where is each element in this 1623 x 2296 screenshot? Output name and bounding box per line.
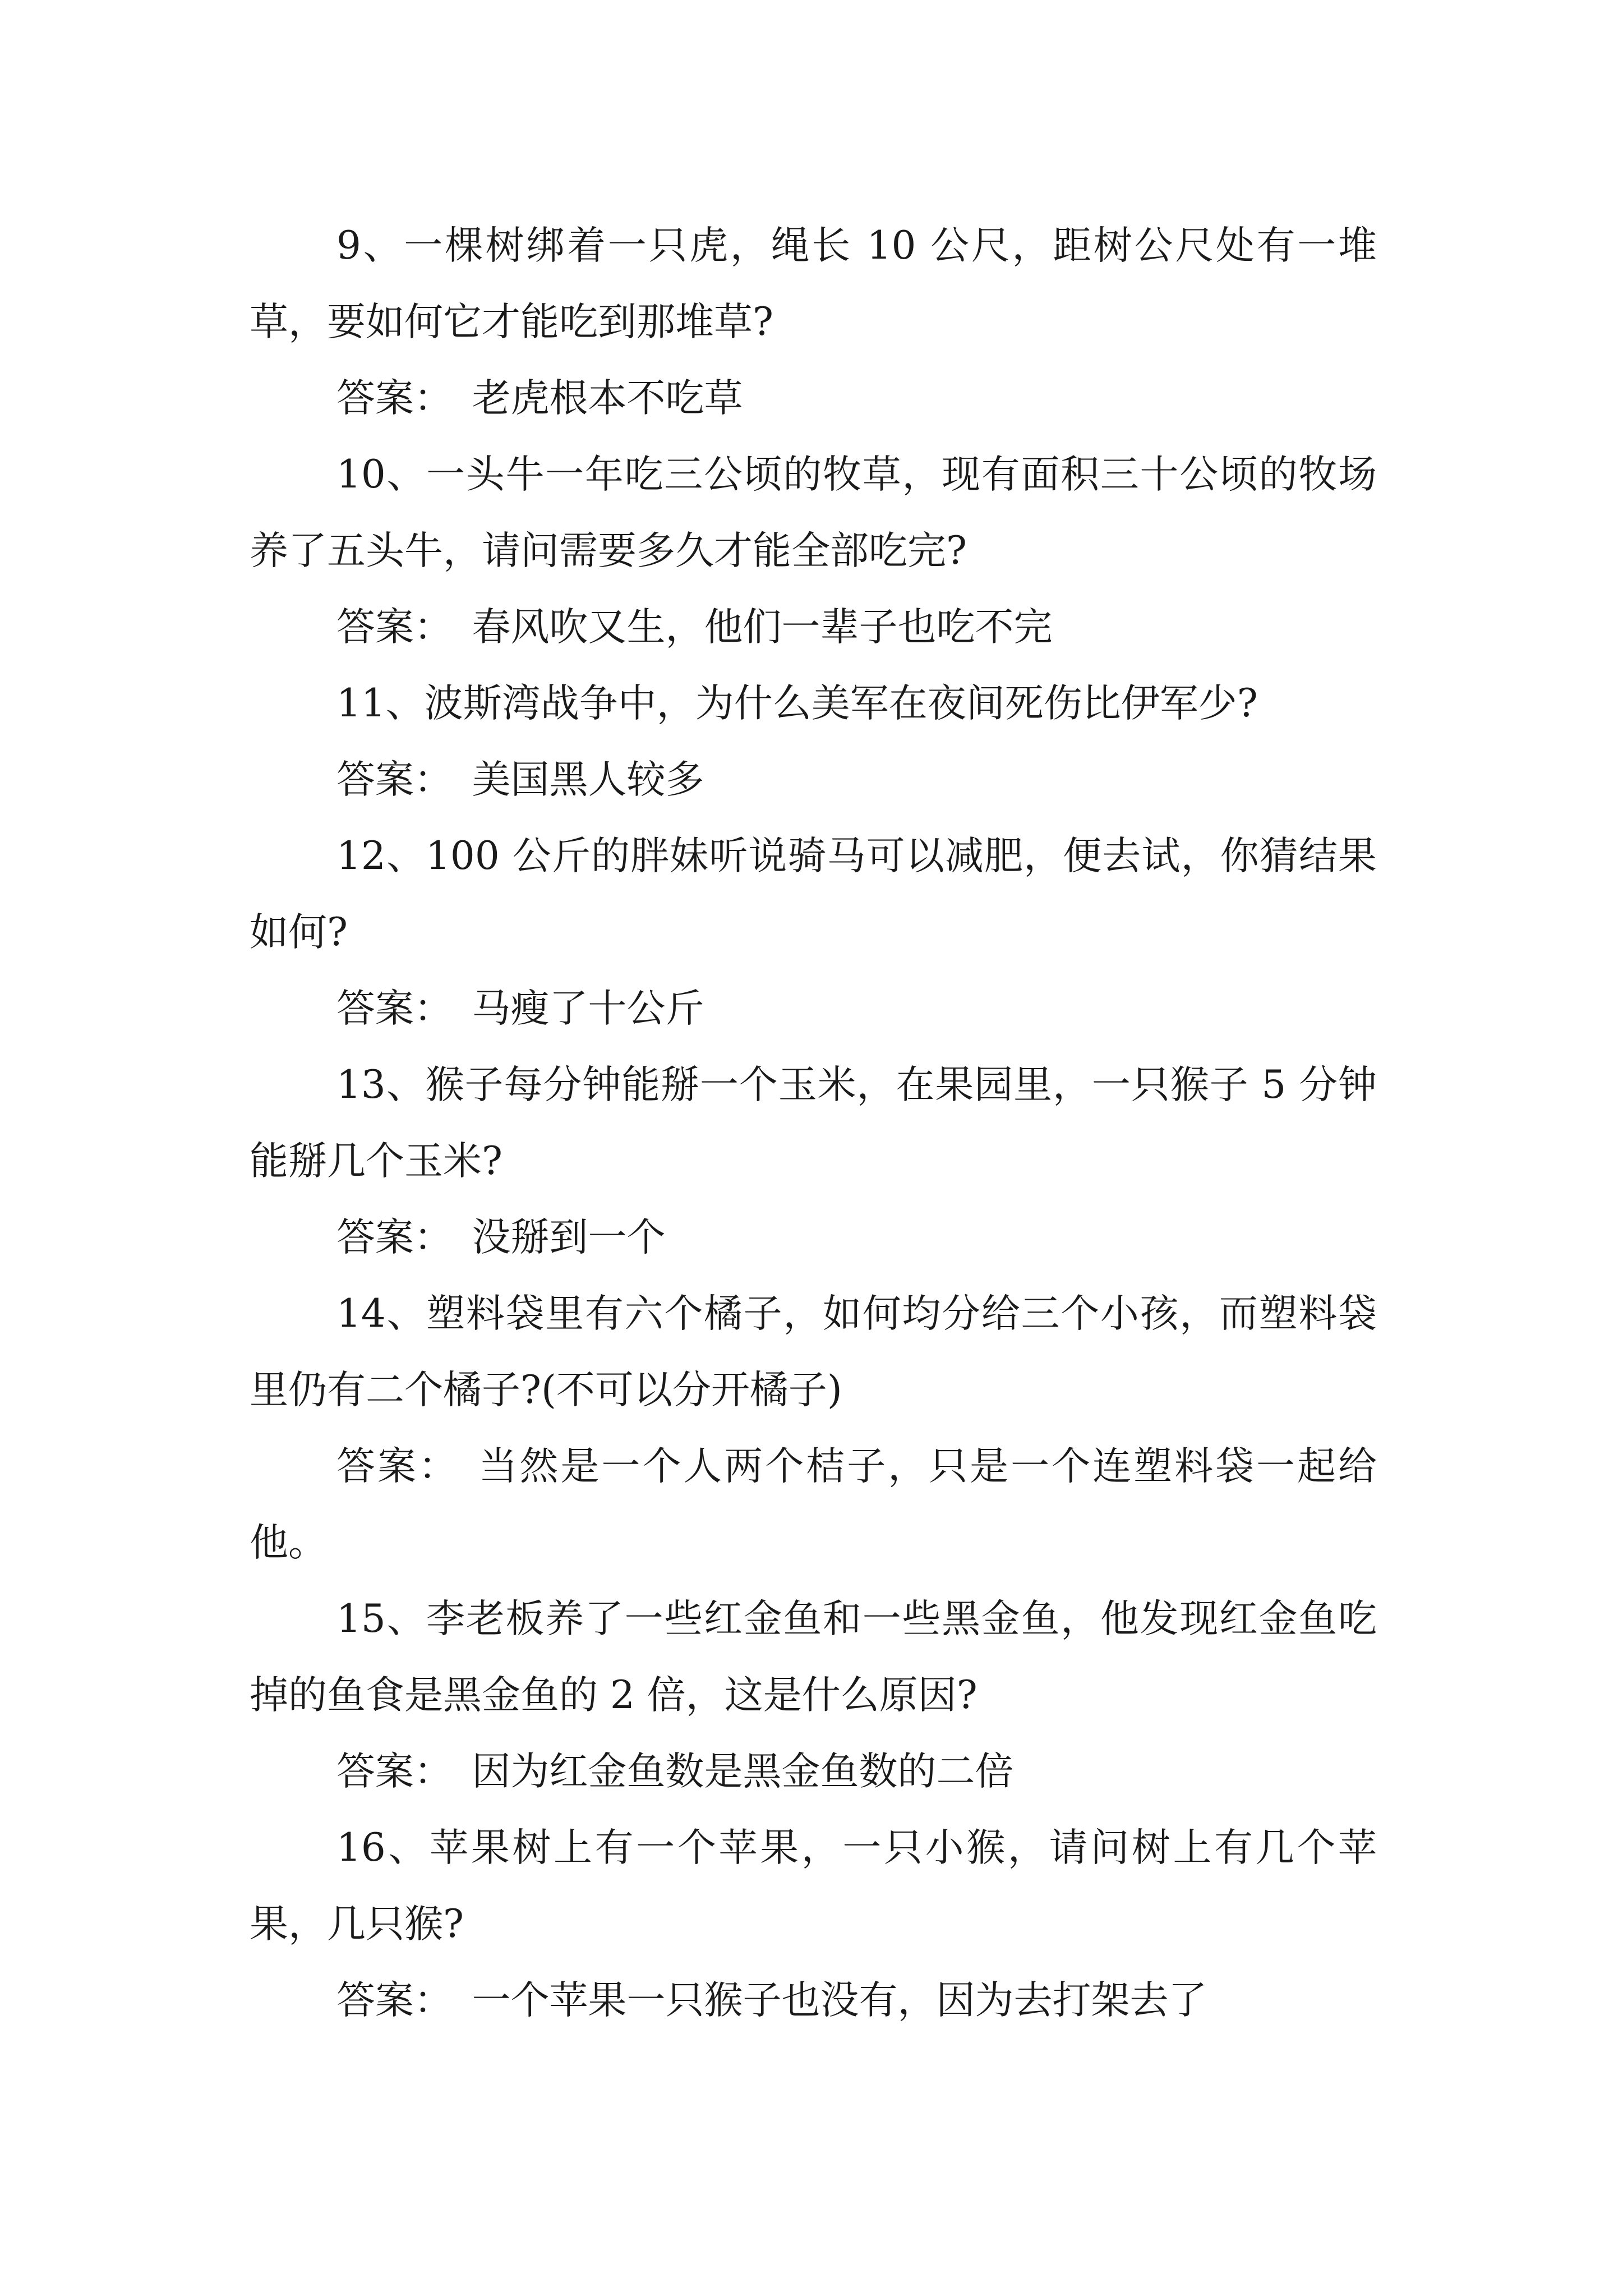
answer-label: 答案：	[336, 1215, 453, 1260]
answer-text: 因为红金鱼数是黑金鱼数的二倍	[472, 1749, 1014, 1794]
answer-label: 答案：	[336, 757, 453, 802]
question-14: 14、塑料袋里有六个橘子，如何均分给三个小孩，而塑料袋里仍有二个橘子?(不可以分开橘子)	[250, 1291, 1377, 1412]
question-9: 9、一棵树绑着一只虎，绳长 10 公尺，距树公尺处有一堆草，要如何它才能吃到那堆草?	[250, 223, 1377, 344]
answer-16	[250, 1962, 1377, 2039]
answer-label: 答案：	[336, 1749, 453, 1794]
question-15: 15、李老板养了一些红金鱼和一些黑金鱼，他发现红金鱼吃掉的鱼食是黑金鱼的 2 倍，这是什么原因?	[250, 1596, 1377, 1718]
answer-text: 一个苹果一只猴子也没有，因为去打架去了	[472, 1978, 1207, 2023]
question-12: 12、100 公斤的胖妹听说骑马可以减肥，便去试，你猜结果如何?	[250, 834, 1377, 955]
answer-text: 春风吹又生，他们一辈子也吃不完	[472, 605, 1053, 650]
answer-10	[250, 589, 1377, 665]
answer-15	[250, 1733, 1377, 1810]
answer-text: 没掰到一个	[472, 1215, 666, 1260]
answer-12	[250, 970, 1377, 1047]
answer-label: 答案：	[336, 1978, 453, 2023]
question-11: 11、波斯湾战争中，为什么美军在夜间死伤比伊军少?	[336, 681, 1258, 726]
question-10: 10、一头牛一年吃三公顷的牧草，现有面积三十公顷的牧场养了五头牛，请问需要多久才能全部吃完?	[250, 452, 1377, 573]
answer-label: 答案：	[336, 1444, 459, 1489]
document-body	[250, 208, 1377, 2039]
question-13: 13、猴子每分钟能掰一个玉米，在果园里，一只猴子 5 分钟能掰几个玉米?	[250, 1062, 1377, 1184]
answer-text: 美国黑人较多	[472, 757, 704, 802]
answer-label: 答案：	[336, 986, 453, 1031]
answer-text: 老虎根本不吃草	[472, 376, 743, 421]
answer-11	[250, 742, 1377, 818]
answer-label: 答案：	[336, 376, 453, 421]
answer-text: 当然是一个人两个桔子，只是一个连塑料袋一起给他。	[250, 1444, 1377, 1565]
answer-text: 马瘦了十公斤	[472, 986, 704, 1031]
answer-label: 答案：	[336, 605, 453, 650]
answer-14	[250, 1428, 1377, 1581]
answer-9	[250, 360, 1377, 436]
question-16: 16、苹果树上有一个苹果，一只小猴，请问树上有几个苹果，几只猴?	[250, 1825, 1377, 1947]
answer-13	[250, 1199, 1377, 1276]
